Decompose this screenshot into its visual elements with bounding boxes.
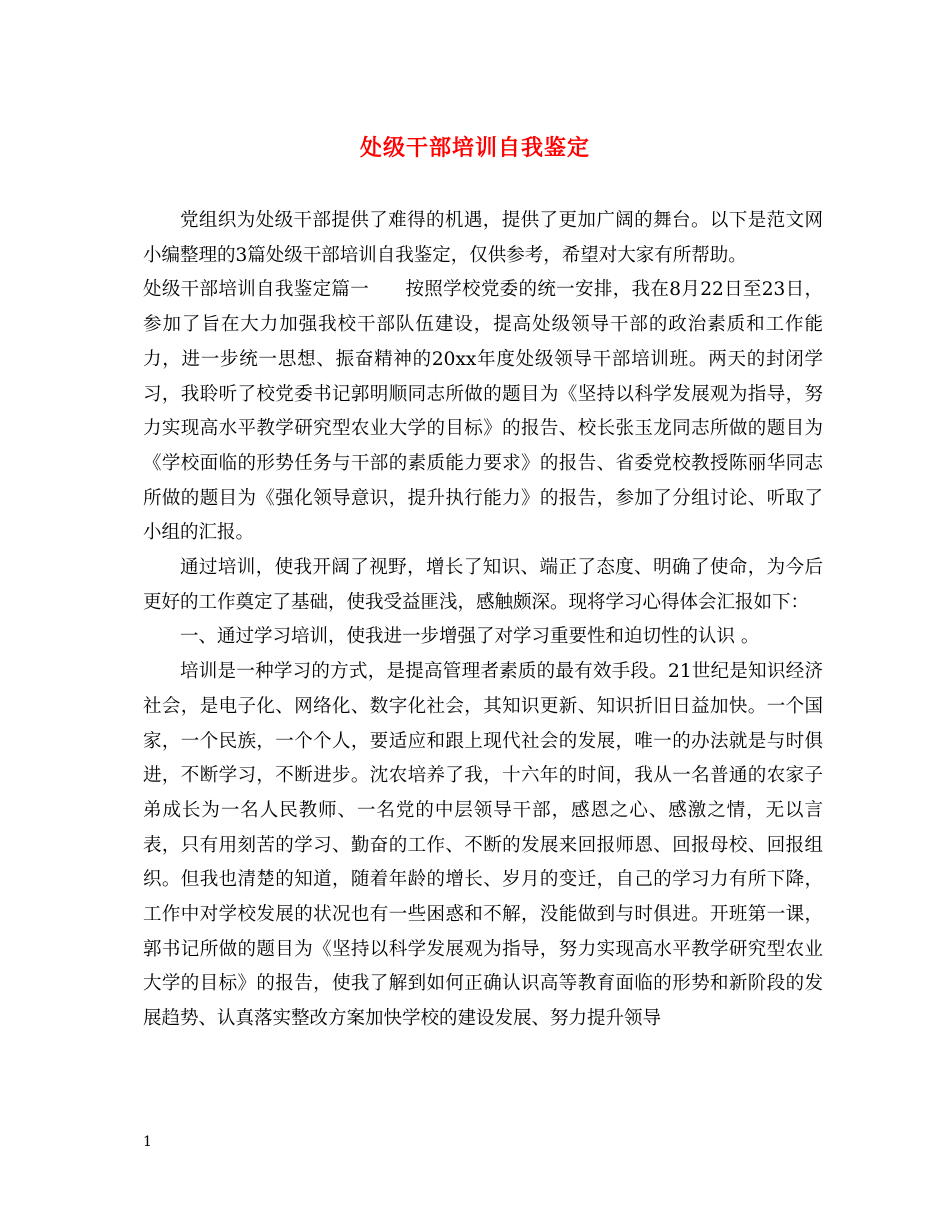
paragraph-4: 培训是一种学习的方式，是提高管理者素质的最有效手段。21世纪是知识经济社会，是电子化、网络化、数字化社会，其知识更新、知识折旧日益加快。一个国家，一个民族，一个个人，要适应和跟上现代社会的发展，唯一的办法就是与时俱进，不断学习，不断进步。沈农培养了我，十六年的时间，我从一名普通的农家子弟成长为一名人民教师、一名党的中层领导干部，感恩之心、感激之情，无以言表，只有用刻苦的学习、勤奋的工作、不断的发展来回报师恩、回报母校、回报组织。但我也清楚的知道，随着年龄的增长、岁月的变迁，自己的学习力有所下降，工作中对学校发展的状况也有一些困惑和不解，没能做到与时俱进。开班第一课，郭书记所做的题目为《坚持以科学发展观为指导，努力实现高水平教学研究型农业大学的目标》的报告，使我了解到如何正确认识高等教育面临的形势和新阶段的发展趋势、认真落实整改方案加快学校的建设发展、努力提升领导 [143, 661, 823, 1030]
paragraph-2: 通过培训，使我开阔了视野，增长了知识、端正了态度、明确了使命，为今后更好的工作奠定了基础，使我受益匪浅，感触颇深。现将学习心得体会汇报如下： [143, 557, 823, 613]
section-heading-1: 一、通过学习培训，使我进一步增强了对学习重要性和迫切性的认识 。 [180, 626, 760, 648]
document-body [143, 204, 823, 1037]
intro-paragraph: 党组织为处级干部提供了难得的机遇，提供了更加广阔的舞台。以下是范文网小编整理的3篇处级干部培训自我鉴定，仅供参考，希望对大家有所帮助。 [143, 210, 823, 266]
article-first-paragraph [143, 273, 823, 551]
page-number: 1 [143, 1134, 152, 1150]
document-title: 处级干部培训自我鉴定 [359, 135, 590, 161]
article-label: 处级干部培训自我鉴定篇一 [143, 279, 370, 301]
article-first-text: 按照学校党委的统一安排，我在8月22日至23日，参加了旨在大力加强我校干部队伍建设，提高处级领导干部的政治素质和工作能力，进一步统一思想、振奋精神的20xx年度处级领导干部培训班。两天的封闭学习，我聆听了校党委书记郭明顺同志所做的题目为《坚持以科学发展观为指导，努力实现高水平教学研究型农业大学的目标》的报告、校长张玉龙同志所做的题目为《学校面临的形势任务与干部的素质能力要求》的报告、省委党校教授陈丽华同志所做的题目为《强化领导意识，提升执行能力》的报告，参加了分组讨论、听取了小组的汇报。 [143, 279, 823, 544]
